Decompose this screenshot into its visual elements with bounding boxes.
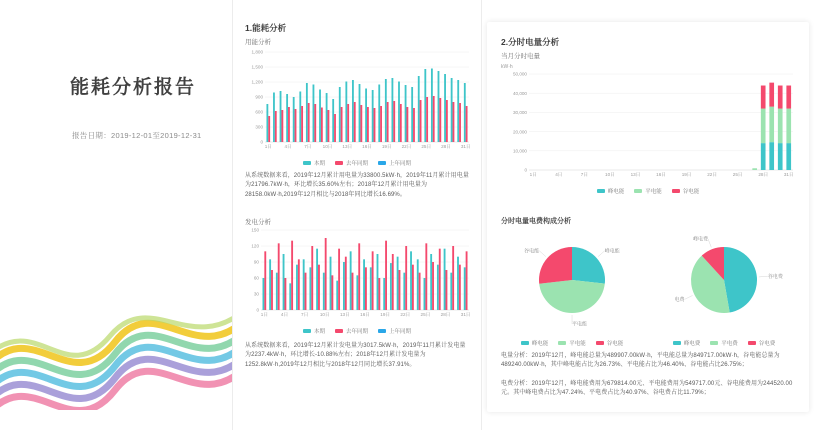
- svg-text:150: 150: [251, 227, 259, 233]
- svg-text:25日: 25日: [420, 312, 431, 317]
- svg-text:600: 600: [255, 109, 263, 115]
- svg-text:25日: 25日: [732, 172, 743, 177]
- chart2-subtitle: 发电分析: [245, 219, 271, 226]
- legend-item: 峰电能: [597, 187, 625, 195]
- svg-text:31日: 31日: [460, 312, 471, 317]
- svg-text:13日: 13日: [340, 312, 350, 317]
- svg-text:300: 300: [255, 124, 263, 130]
- svg-text:1,500: 1,500: [251, 64, 263, 70]
- tou-paragraph-1: 电量分析：2019年12月，峰电能总量为489907.00kW·h，平电能总量为849717.00kW·h，谷电能总量为489240.00kW·h，其中峰电能占比为26.73%、平电能占比为46.40%、谷电能占比26.75%；: [501, 353, 780, 369]
- legend-item: 去年同期: [335, 159, 368, 167]
- legend-item: 谷电能: [596, 339, 624, 347]
- section2-title: 2.分时电量分析: [501, 37, 560, 47]
- legend-item: 去年同期: [335, 327, 368, 335]
- tou-bar-unit: kW·h: [501, 64, 513, 70]
- legend-item: 平电能: [558, 339, 586, 347]
- svg-text:7日: 7日: [304, 144, 312, 149]
- legend-item: 上年同期: [378, 159, 411, 167]
- svg-text:22日: 22日: [400, 312, 411, 317]
- svg-text:900: 900: [255, 94, 263, 100]
- svg-text:22日: 22日: [401, 144, 412, 149]
- legend-item: 谷电费: [748, 339, 776, 347]
- svg-text:1日: 1日: [264, 144, 272, 149]
- cover-panel: [0, 0, 232, 430]
- pie1-legend: [497, 339, 647, 347]
- pie2-legend: [649, 339, 799, 347]
- svg-text:50,000: 50,000: [512, 71, 527, 77]
- svg-text:谷电费: 谷电费: [767, 273, 783, 280]
- svg-text:40,000: 40,000: [512, 90, 527, 96]
- legend-item: 上年同期: [378, 327, 411, 335]
- svg-text:7日: 7日: [580, 172, 588, 177]
- svg-text:13日: 13日: [342, 144, 353, 149]
- svg-text:16日: 16日: [362, 144, 372, 149]
- svg-text:4日: 4日: [555, 172, 563, 177]
- page-title: 能耗分析报告: [70, 77, 197, 98]
- chart3-legend: [495, 187, 801, 195]
- svg-text:22日: 22日: [707, 172, 717, 177]
- pie-section-title: 分时电量电费构成分析: [501, 218, 571, 225]
- energy-analysis-panel: [232, 0, 482, 430]
- chart1-paragraph: 从系统数据来看，2019年12月累计用电量为33800.5kW·h，2019年11月累计用电量为21796.7kW·h，环比增长35.60%左右；2018年12月累计用电量为28158.0kW·h,2019年12月相比与2018年同比增长16.69%。: [245, 173, 469, 198]
- tou-stacked-bar-chart: [495, 68, 801, 195]
- svg-text:30: 30: [253, 291, 259, 297]
- svg-text:25日: 25日: [421, 144, 432, 149]
- svg-text:60: 60: [253, 275, 259, 281]
- svg-text:1,200: 1,200: [251, 79, 263, 85]
- svg-text:16日: 16日: [360, 312, 370, 317]
- svg-text:7日: 7日: [301, 312, 309, 317]
- svg-text:90: 90: [253, 259, 259, 265]
- legend-item: 平电能: [634, 187, 662, 195]
- svg-text:谷电能: 谷电能: [524, 248, 540, 255]
- usage-bar-chart: [239, 46, 475, 167]
- legend-item: 峰电能: [521, 339, 549, 347]
- svg-text:31日: 31日: [783, 172, 794, 177]
- svg-text:峰电费: 峰电费: [693, 236, 709, 243]
- decorative-ribbons-icon: [0, 250, 232, 410]
- svg-text:30,000: 30,000: [512, 110, 527, 116]
- legend-item: 平电费: [710, 339, 738, 347]
- svg-text:16日: 16日: [656, 172, 666, 177]
- time-of-use-panel: [487, 22, 809, 412]
- svg-text:19日: 19日: [380, 312, 390, 317]
- svg-text:19日: 19日: [681, 172, 692, 177]
- chart1-legend: [239, 159, 475, 167]
- svg-text:10日: 10日: [605, 172, 615, 177]
- svg-text:10,000: 10,000: [512, 148, 527, 154]
- legend-item: 本期: [303, 159, 325, 167]
- svg-text:31日: 31日: [460, 144, 471, 149]
- svg-text:120: 120: [251, 243, 259, 249]
- chart2-legend: [239, 327, 475, 335]
- legend-item: 峰电费: [673, 339, 701, 347]
- svg-text:平电能: 平电能: [572, 321, 588, 328]
- chart1-subtitle: 用能分析: [245, 39, 271, 46]
- report-date: 报告日期：2019-12-01至2019-12-31: [72, 131, 202, 140]
- section1-title: 1.能耗分析: [245, 23, 287, 33]
- legend-item: 本期: [303, 327, 325, 335]
- svg-text:1,800: 1,800: [251, 49, 263, 55]
- svg-text:20,000: 20,000: [512, 129, 527, 135]
- svg-text:4日: 4日: [284, 144, 292, 149]
- svg-text:1日: 1日: [529, 172, 537, 177]
- svg-text:峰电能: 峰电能: [604, 248, 620, 255]
- svg-text:13日: 13日: [630, 172, 641, 177]
- svg-text:0: 0: [256, 307, 259, 313]
- svg-text:电费: 电费: [674, 297, 685, 304]
- tou-paragraph-2: 电费分析：2019年12月，峰电能费用为679814.00元、平电能费用为549717.00元、谷电能费用为244520.00元。其中峰电费占比为47.24%、平电费占比为40.97%、谷电费占比11.79%；: [501, 381, 793, 397]
- legend-item: 谷电能: [672, 187, 700, 195]
- svg-text:28日: 28日: [758, 172, 769, 177]
- tou-quantity-pie-chart: [497, 228, 647, 347]
- svg-text:28日: 28日: [441, 144, 451, 149]
- generation-bar-chart: [239, 224, 475, 335]
- svg-text:19日: 19日: [381, 144, 392, 149]
- tou-bar-subtitle: 当月分时电量: [501, 53, 540, 60]
- svg-text:10日: 10日: [319, 312, 330, 317]
- svg-text:0: 0: [524, 167, 527, 173]
- svg-text:1日: 1日: [260, 312, 268, 317]
- tou-fee-pie-chart: [649, 228, 799, 347]
- svg-text:28日: 28日: [440, 312, 451, 317]
- svg-text:10日: 10日: [322, 144, 333, 149]
- svg-text:0: 0: [260, 139, 263, 145]
- svg-text:4日: 4日: [280, 312, 289, 317]
- chart2-paragraph: 从系统数据来看，2019年12月累计发电量为3017.5kW·h，2019年11月累计发电量为2237.4kW·h，环比增长-10.88%左右；2018年12月累计发电量为1252.8kW·h,2019年12月相比与2018年12月同比增长37.91%。: [245, 343, 466, 368]
